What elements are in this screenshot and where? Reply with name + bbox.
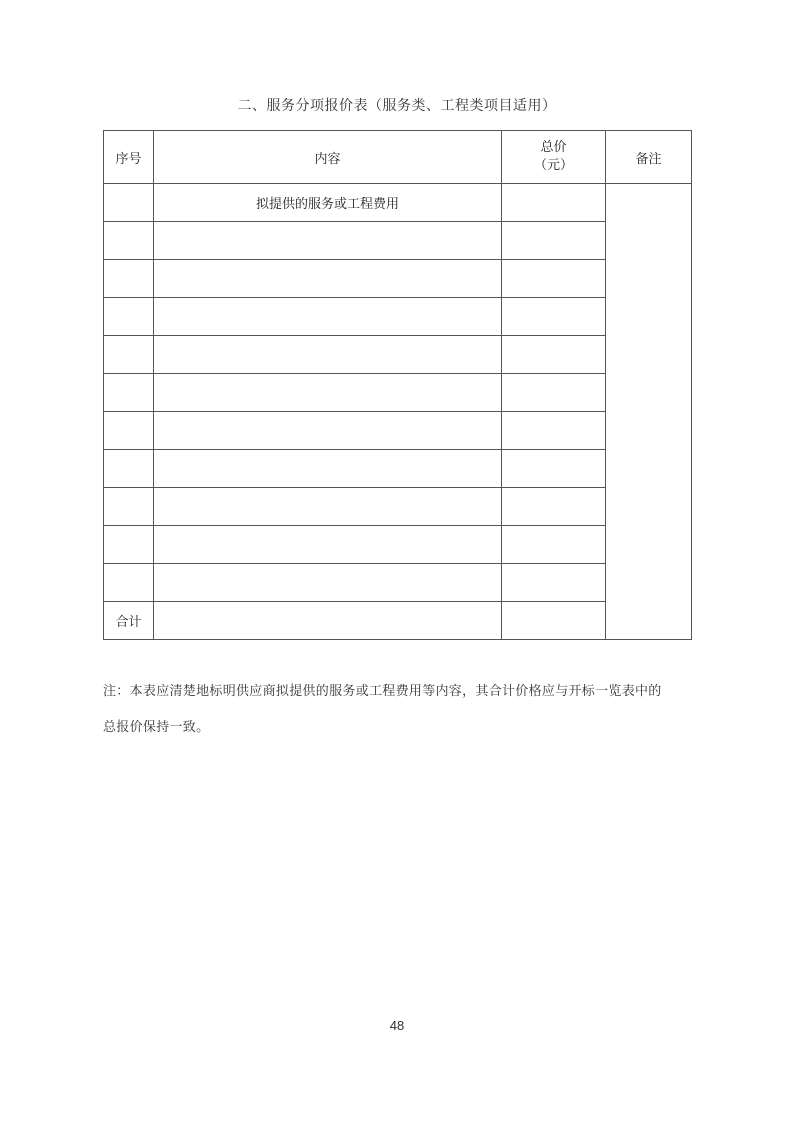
cell-seq xyxy=(104,450,154,488)
cell-seq xyxy=(104,298,154,336)
table-header-row xyxy=(104,131,692,184)
cell-price xyxy=(502,450,606,488)
cell-seq xyxy=(104,222,154,260)
cell-seq xyxy=(104,374,154,412)
cell-content xyxy=(154,260,502,298)
cell-seq xyxy=(104,412,154,450)
quotation-table xyxy=(103,130,692,640)
table-row xyxy=(104,564,692,602)
header-price-unit: （元） xyxy=(533,158,573,173)
table-total-row xyxy=(104,602,692,640)
cell-seq xyxy=(104,336,154,374)
cell-price xyxy=(502,564,606,602)
cell-price xyxy=(502,298,606,336)
cell-content xyxy=(154,412,502,450)
cell-content xyxy=(154,488,502,526)
footnote-line-1: 注：本表应清楚地标明供应商拟提供的服务或工程费用等内容，其合计价格应与开标一览表中的 xyxy=(103,684,662,699)
table-row xyxy=(104,184,692,222)
table-row xyxy=(104,336,692,374)
total-label: 合计 xyxy=(104,602,154,640)
table-row xyxy=(104,526,692,564)
cell-seq xyxy=(104,184,154,222)
cell-content xyxy=(154,526,502,564)
cell-content xyxy=(154,222,502,260)
header-total-price xyxy=(502,131,606,184)
cell-content xyxy=(154,450,502,488)
cell-content xyxy=(154,336,502,374)
cell-content xyxy=(154,374,502,412)
cell-price xyxy=(502,336,606,374)
table-row xyxy=(104,260,692,298)
total-price xyxy=(502,602,606,640)
cell-seq xyxy=(104,488,154,526)
cell-price xyxy=(502,260,606,298)
cell-content: 拟提供的服务或工程费用 xyxy=(154,184,502,222)
header-note: 备注 xyxy=(606,131,692,184)
cell-seq xyxy=(104,260,154,298)
page-number: 48 xyxy=(389,1018,405,1033)
cell-content xyxy=(154,564,502,602)
header-content: 内容 xyxy=(154,131,502,184)
header-price-label: 总价 xyxy=(540,140,567,155)
footnote-line-2: 总报价保持一致。 xyxy=(103,720,210,735)
cell-price xyxy=(502,222,606,260)
cell-seq xyxy=(104,564,154,602)
cell-price xyxy=(502,526,606,564)
table-row xyxy=(104,374,692,412)
table-row xyxy=(104,412,692,450)
cell-price xyxy=(502,412,606,450)
cell-price xyxy=(502,184,606,222)
cell-note xyxy=(606,184,692,640)
cell-price xyxy=(502,488,606,526)
table-row xyxy=(104,488,692,526)
cell-price xyxy=(502,374,606,412)
table-row xyxy=(104,222,692,260)
page-title: 二、服务分项报价表（服务类、工程类项目适用） xyxy=(237,98,557,114)
cell-seq xyxy=(104,526,154,564)
table-row xyxy=(104,450,692,488)
total-content xyxy=(154,602,502,640)
cell-content xyxy=(154,298,502,336)
header-seq: 序号 xyxy=(104,131,154,184)
table-row xyxy=(104,298,692,336)
